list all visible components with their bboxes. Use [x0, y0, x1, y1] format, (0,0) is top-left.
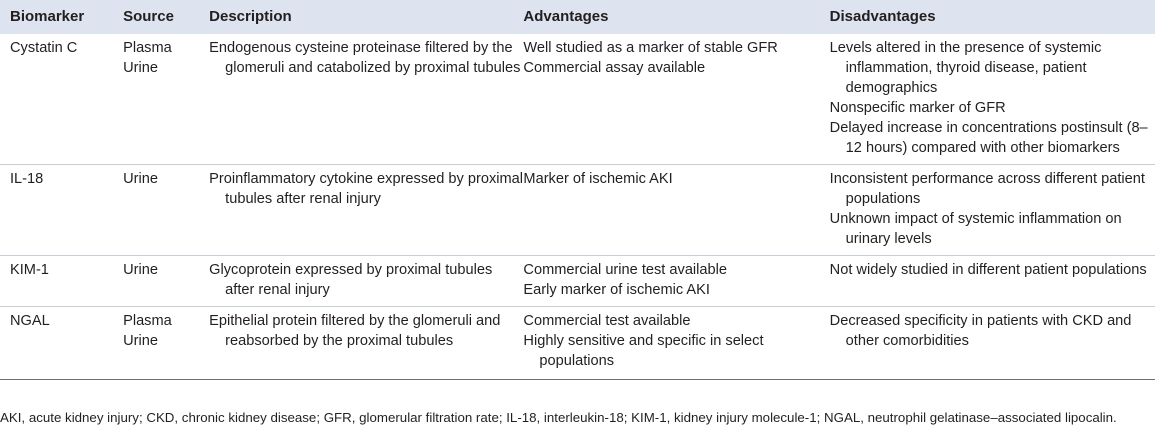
table-row [0, 256, 1155, 307]
advantage-entry: Marker of ischemic AKI [523, 171, 673, 187]
advantage-entry: Early marker of ischemic AKI [523, 282, 710, 298]
source-entry: Urine [123, 60, 158, 76]
advantage-entry: Commercial urine test available [523, 262, 728, 278]
disadvantage-entry: Delayed increase in concentrations postinsult (8–12 hours) compared with other biomarkers [829, 120, 1148, 156]
cell-advantages [523, 165, 829, 256]
header-advantages: Advantages [523, 8, 609, 25]
header-disadvantages: Disadvantages [829, 8, 936, 25]
cell-disadvantages [830, 34, 1155, 165]
cell-biomarker: IL-18 [0, 165, 123, 256]
disadvantage-entry: Inconsistent performance across different patient populations [829, 171, 1145, 207]
disadvantage-entry: Levels altered in the presence of systemic inflammation, thyroid disease, patient demographics [829, 40, 1102, 96]
table-row [0, 165, 1155, 256]
source-entry: Plasma [123, 40, 172, 56]
cell-advantages [523, 256, 829, 307]
cell-disadvantages [830, 307, 1155, 380]
cell-description [209, 165, 523, 256]
cell-source [123, 307, 209, 380]
disadvantage-entry: Unknown impact of systemic inflammation on urinary levels [829, 211, 1122, 247]
advantage-entry: Commercial assay available [523, 60, 706, 76]
source-entry: Urine [123, 171, 158, 187]
header-source: Source [123, 8, 174, 25]
disadvantage-entry: Not widely studied in different patient populations [829, 262, 1147, 278]
cell-description [209, 307, 523, 380]
advantage-entry: Commercial test available [523, 313, 691, 329]
cell-disadvantages [830, 165, 1155, 256]
table-header-row [0, 0, 1155, 34]
cell-description [209, 256, 523, 307]
header-biomarker: Biomarker [10, 8, 85, 25]
cell-source [123, 34, 209, 165]
cell-source [123, 165, 209, 256]
cell-description [209, 34, 523, 165]
table-row [0, 34, 1155, 165]
source-entry: Plasma [123, 313, 172, 329]
table-row [0, 307, 1155, 380]
source-entry: Urine [123, 333, 158, 349]
advantage-entry: Highly sensitive and specific in select populations [523, 333, 764, 369]
disadvantage-entry: Decreased specificity in patients with CKD and other comorbidities [829, 313, 1132, 349]
cell-disadvantages [830, 256, 1155, 307]
cell-advantages [523, 307, 829, 380]
cell-biomarker: NGAL [0, 307, 123, 380]
description-entry: Endogenous cysteine proteinase filtered by the glomeruli and catabolized by proximal tubules [209, 40, 521, 76]
source-entry: Urine [123, 262, 158, 278]
table-footnote: AKI, acute kidney injury; CKD, chronic kidney disease; GFR, glomerular filtration rate; IL-18, interleukin-18; KIM-1, kidney injury molecule-1; NGAL, neutrophil gelatinase–associated lipocalin. [0, 410, 1117, 425]
disadvantage-entry: Nonspecific marker of GFR [829, 100, 1006, 116]
cell-advantages [523, 34, 829, 165]
cell-source [123, 256, 209, 307]
description-entry: Proinflammatory cytokine expressed by proximal tubules after renal injury [209, 171, 524, 207]
cell-biomarker: Cystatin C [10, 40, 78, 56]
description-entry: Epithelial protein filtered by the glomeruli and reabsorbed by the proximal tubules [209, 313, 501, 349]
description-entry: Glycoprotein expressed by proximal tubules after renal injury [209, 262, 493, 298]
advantage-entry: Well studied as a marker of stable GFR [523, 40, 778, 56]
header-description: Description [209, 8, 292, 25]
cell-biomarker: KIM-1 [0, 256, 123, 307]
